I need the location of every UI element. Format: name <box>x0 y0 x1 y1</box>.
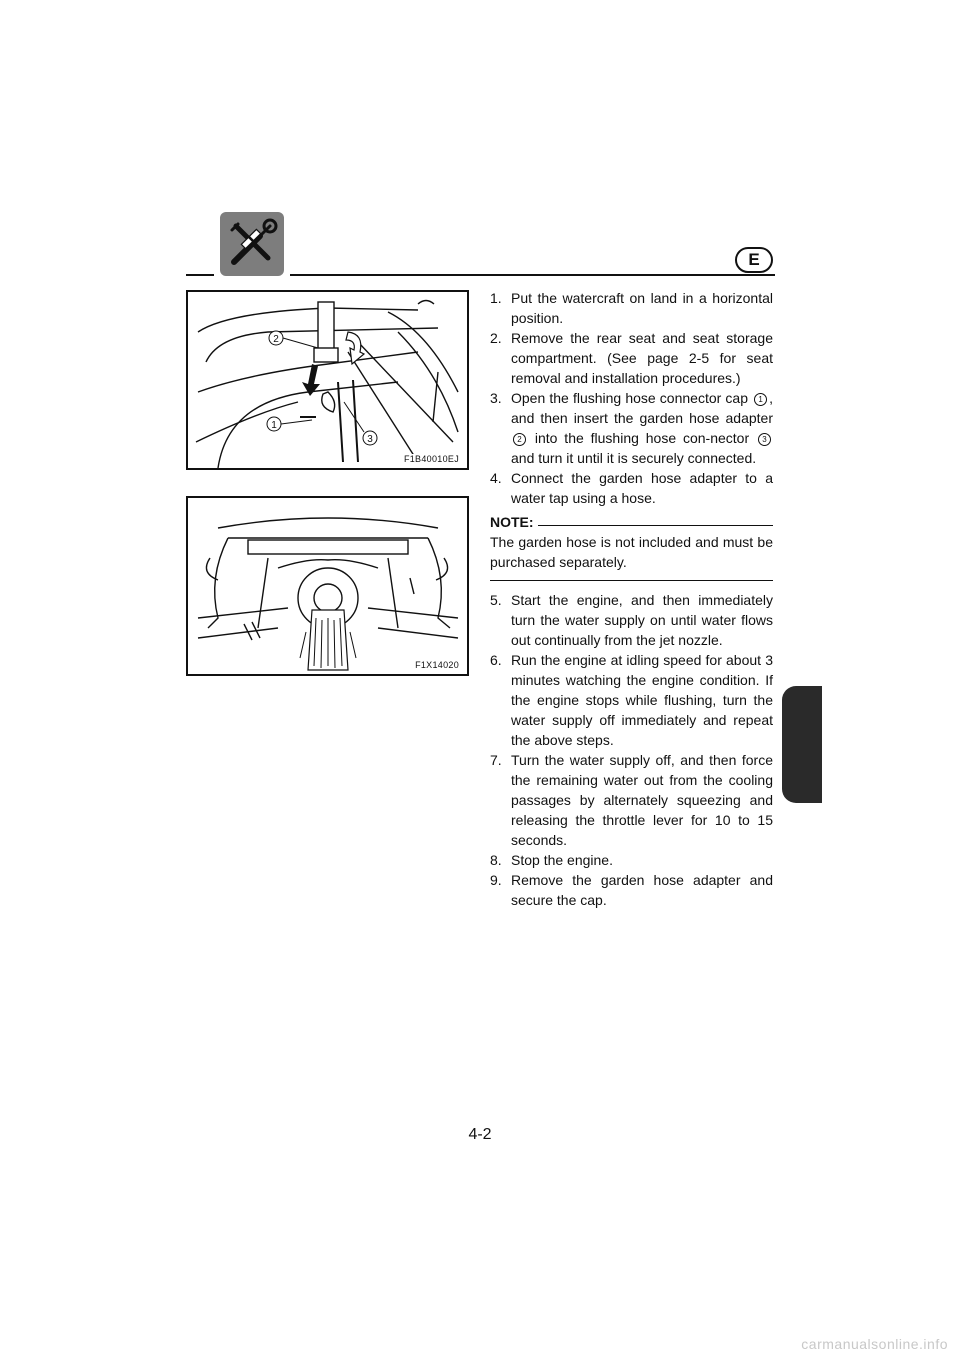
step-text: Connect the garden hose adapter to a water tap using a hose. <box>511 470 773 506</box>
step-number: 3. <box>490 390 502 406</box>
note-rule <box>538 525 773 526</box>
step-item <box>490 288 773 328</box>
step-text: Stop the engine. <box>511 852 613 868</box>
step-number: 5. <box>490 592 502 608</box>
note-text: The garden hose is not included and must be purchased separately. <box>490 534 773 570</box>
step-item <box>490 388 773 468</box>
step-number: 2. <box>490 330 502 346</box>
page-number: 4-2 <box>468 1126 492 1143</box>
flushing-connector-illustration <box>188 292 467 468</box>
step-text: Remove the garden hose adapter and secure the cap. <box>511 872 773 908</box>
step-item <box>490 870 773 910</box>
step-number: 4. <box>490 470 502 486</box>
figure-code: F1B40010EJ <box>403 454 459 464</box>
step-item <box>490 328 773 388</box>
callout-ref-3: 3 <box>758 433 771 446</box>
jet-nozzle-illustration <box>188 498 467 674</box>
step-text: Remove the rear seat and seat storage compartment. (See page 2-5 for seat removal and installation procedures.) <box>511 330 773 386</box>
step-text <box>511 388 773 468</box>
step-number: 9. <box>490 872 502 888</box>
step-item <box>490 590 773 650</box>
step-number: 8. <box>490 852 502 868</box>
instructions <box>490 288 773 910</box>
header-rule-left <box>186 274 214 276</box>
step-item <box>490 850 773 870</box>
step-text: Run the engine at idling speed for about 3 minutes watching the engine condition. If the engine stops while flushing, turn the water supply off immediately and repeat the above steps. <box>511 652 773 748</box>
step-text: Start the engine, and then immediately turn the water supply on until water flows out continually from the jet nozzle. <box>511 592 773 648</box>
note-end-rule <box>490 580 773 581</box>
callout-2: 2 <box>273 334 279 345</box>
step-number: 6. <box>490 652 502 668</box>
language-badge: E <box>735 247 773 273</box>
figure-jet-nozzle <box>186 496 469 676</box>
figure-flushing-connector <box>186 290 469 470</box>
step-number: 7. <box>490 752 502 768</box>
watermark: carmanualsonline.info <box>801 1336 948 1352</box>
note-header <box>490 512 773 532</box>
step-text: Put the watercraft on land in a horizontal position. <box>511 290 773 326</box>
step-item <box>490 650 773 750</box>
step-text-part: Open the flushing hose connector cap <box>511 390 753 406</box>
maintenance-tools-icon <box>220 212 284 276</box>
figure-code: F1X14020 <box>415 660 459 670</box>
step-text-part: , and then insert the garden hose adapter <box>511 390 773 426</box>
note-label: NOTE: <box>490 514 534 530</box>
step-item <box>490 750 773 850</box>
callout-ref-2: 2 <box>513 433 526 446</box>
callout-3: 3 <box>367 434 373 445</box>
step-text-part: and turn it until it is securely connected. <box>511 450 757 466</box>
step-text-part: into the flushing hose con-nector <box>528 430 756 446</box>
chapter-tab <box>782 686 822 803</box>
step-item <box>490 468 773 508</box>
callout-ref-1: 1 <box>754 393 767 406</box>
step-number: 1. <box>490 290 502 306</box>
header-rule-right <box>290 274 775 276</box>
callout-1: 1 <box>271 420 277 431</box>
step-text: Turn the water supply off, and then force the remaining water out from the cooling passages by alternately squeezing and releasing the throttle lever for 10 to 15 seconds. <box>511 752 773 848</box>
